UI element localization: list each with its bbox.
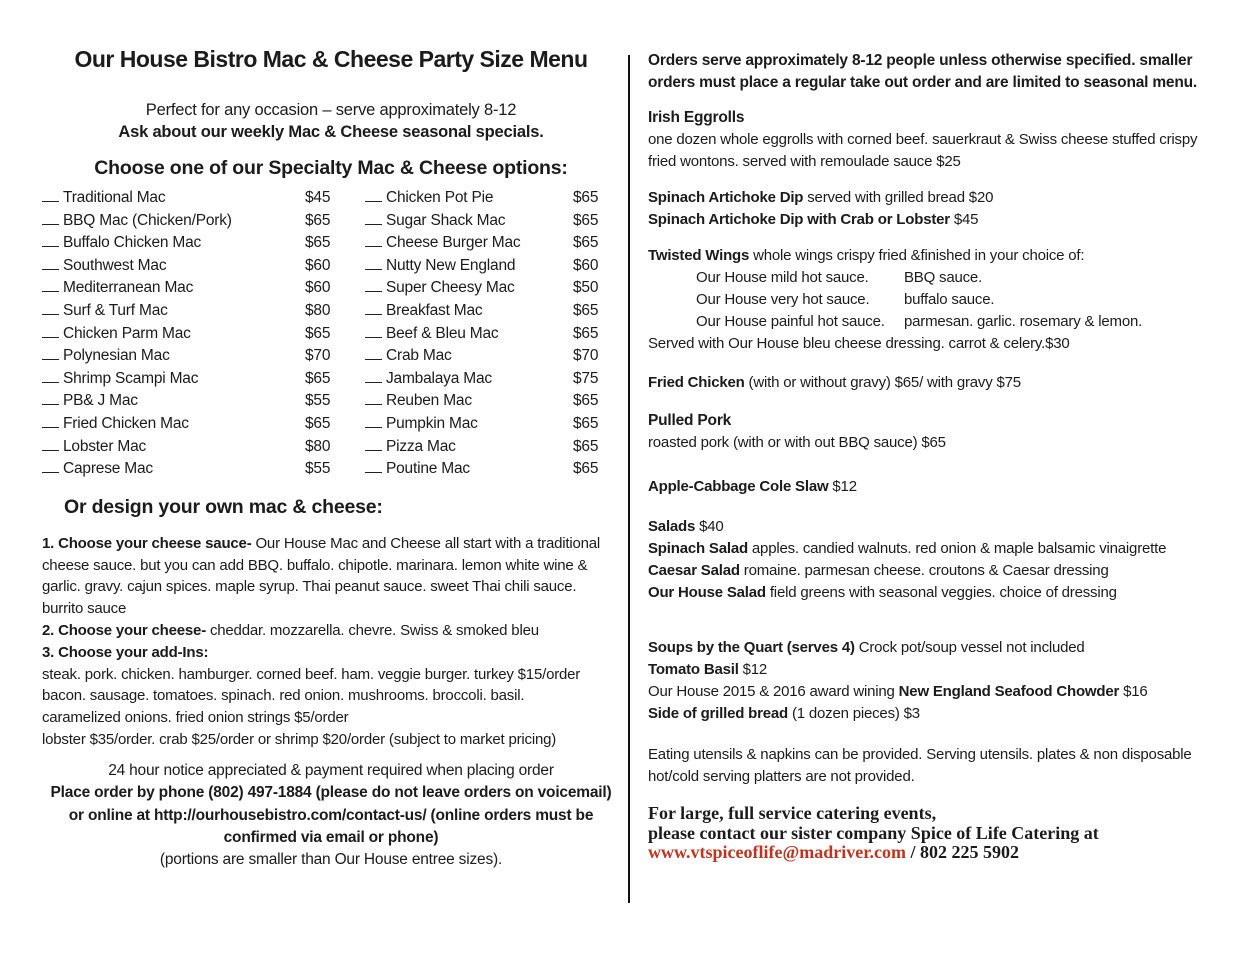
wings-sauce-row (696, 267, 1226, 289)
write-in-blank (42, 279, 59, 292)
wings-sauce-row (696, 289, 1226, 311)
mac-item-name: Pumpkin Mac (386, 414, 478, 432)
mac-item-row (365, 279, 615, 302)
mac-item-price: $70 (305, 347, 331, 365)
mac-item-row (365, 189, 615, 212)
mac-item-name: Pizza Mac (386, 437, 456, 455)
mac-item-price: $65 (573, 234, 599, 252)
twisted-wings-name: Twisted Wings (648, 247, 750, 264)
soup-tomato-basil (648, 659, 1226, 681)
mac-item-row (42, 370, 347, 393)
write-in-blank (42, 415, 59, 428)
right-column (648, 50, 1226, 863)
subtitle-occasion: Perfect for any occasion – serve approximately 8-12 (145, 101, 517, 119)
mac-item-name: Chicken Parm Mac (63, 324, 191, 342)
soup-price: $12 (738, 661, 768, 678)
wings-sauce-option: Our House very hot sauce. (696, 291, 870, 308)
cole-slaw-price: $12 (828, 478, 857, 495)
write-in-blank (42, 438, 59, 451)
spinach-dip-crab-name: Spinach Artichoke Dip with Crab or Lobster (648, 211, 950, 228)
write-in-blank (42, 257, 59, 270)
section-spinach-dip (648, 187, 1226, 231)
mac-item-name: Shrimp Scampi Mac (63, 369, 199, 387)
mac-item-price: $65 (573, 460, 599, 478)
mac-item-price: $65 (305, 211, 331, 229)
section-soups (648, 637, 1226, 725)
addins-line-veggies: bacon. sausage. tomatoes. spinach. red onion. mushrooms. broccoli. basil. (42, 687, 525, 705)
mac-item-row (365, 302, 615, 325)
mac-item-price: $60 (305, 279, 331, 297)
write-in-blank (365, 438, 382, 451)
footer-notice: 24 hour notice appreciated & payment required when placing order (108, 761, 554, 779)
mac-item-row (42, 460, 347, 483)
mac-item-name: Lobster Mac (63, 437, 147, 455)
soup-price: $16 (1119, 683, 1148, 700)
mac-item-name: Chicken Pot Pie (386, 189, 494, 206)
mac-item-name: Buffalo Chicken Mac (63, 234, 202, 252)
mac-item-row (365, 392, 615, 415)
write-in-blank (42, 302, 59, 315)
design-your-own-heading: Or design your own mac & cheese: (64, 495, 383, 518)
mac-item-name: PB& J Mac (63, 392, 138, 410)
mac-item-price: $65 (573, 324, 599, 342)
section-irish-eggrolls (648, 107, 1226, 173)
mac-item-name: Reuben Mac (386, 392, 472, 410)
salad-item-spinach (648, 538, 1226, 560)
design-your-own-body (42, 533, 620, 751)
twisted-wings-detail: whole wings crispy fried &finished in your choice of: (749, 247, 1085, 264)
mac-item-price: $65 (305, 369, 331, 387)
write-in-blank (365, 392, 382, 405)
wings-sauce-option: BBQ sauce. (904, 269, 983, 286)
mac-item-name: Surf & Turf Mac (63, 301, 168, 319)
salad-item-caesar (648, 560, 1226, 582)
side-detail: (1 dozen pieces) $3 (788, 705, 920, 722)
mac-item-row (42, 392, 347, 415)
salads-heading (648, 516, 1226, 538)
spinach-dip-detail: served with grilled bread $20 (803, 189, 994, 206)
design-step-1-text: Our House Mac and Cheese all start with a traditional cheese sauce. but you can add BBQ. buffalo. chipotle. marinara. lemon white wine & garlic. gravy. cajun spices. maple syrup. Thai peanut sauce. sweet Thai chili sauce. burrito sauce (42, 534, 601, 618)
mac-item-row (365, 212, 615, 235)
mac-item-price: $75 (573, 369, 599, 387)
mac-item-name: Poutine Mac (386, 460, 470, 478)
section-cole-slaw (648, 476, 1226, 498)
mac-item-row (42, 279, 347, 302)
fried-chicken-line (648, 372, 1226, 394)
salad-detail: romaine. parmesan cheese. croutons & Caesar dressing (739, 562, 1109, 579)
mac-item-name: Traditional Mac (63, 189, 166, 206)
spinach-dip-crab-price: $45 (949, 211, 979, 228)
salad-detail: apples. candied walnuts. red onion & maple balsamic vinaigrette (747, 540, 1167, 557)
catering-contact-block (648, 804, 1226, 863)
soup-chowder-prefix: Our House 2015 & 2016 award wining (648, 683, 899, 700)
irish-eggrolls-title: Irish Eggrolls (648, 109, 745, 126)
wings-sauce-option: parmesan. garlic. rosemary & lemon. (904, 313, 1143, 330)
irish-eggrolls-desc: one dozen whole eggrolls with corned beef. sauerkraut & Swiss cheese stuffed crispy fried wontons. served with remoulade sauce $25 (648, 131, 1198, 170)
mac-item-price: $65 (573, 392, 599, 410)
mac-item-row (365, 234, 615, 257)
wings-sauce-option: Our House mild hot sauce. (696, 269, 869, 286)
pulled-pork-title: Pulled Pork (648, 412, 732, 429)
mac-item-price: $65 (573, 437, 599, 455)
mac-item-name: Mediterranean Mac (63, 279, 194, 297)
addins-line-onions: caramelized onions. fried onion strings $5/order (42, 709, 349, 727)
side-grilled-bread (648, 703, 1226, 725)
catering-email-link[interactable]: www.vtspiceoflife@madriver.com (648, 842, 907, 862)
write-in-blank (42, 460, 59, 473)
mac-item-price: $55 (305, 392, 331, 410)
specialty-list-heading: Choose one of our Specialty Mac & Cheese options: (94, 157, 568, 179)
mac-item-name: Nutty New England (386, 256, 516, 274)
mac-item-row (42, 234, 347, 257)
mac-item-price: $55 (305, 460, 331, 478)
mac-item-name: Super Cheesy Mac (386, 279, 515, 297)
write-in-blank (42, 347, 59, 360)
mac-list-column-1 (42, 189, 347, 483)
salad-name: Our House Salad (648, 584, 766, 601)
wings-served-with: Served with Our House bleu cheese dressing. carrot & celery.$30 (648, 335, 1070, 352)
write-in-blank (365, 370, 382, 383)
fried-chicken-name: Fried Chicken (648, 374, 745, 391)
mac-item-price: $80 (305, 437, 331, 455)
write-in-blank (42, 234, 59, 247)
utensils-note: Eating utensils & napkins can be provided. Serving utensils. plates & non disposable hot/cold serving platters are not provided. (648, 746, 1192, 785)
mac-item-price: $65 (573, 301, 599, 319)
mac-item-price: $65 (305, 324, 331, 342)
write-in-blank (365, 325, 382, 338)
write-in-blank (42, 392, 59, 405)
mac-item-row (42, 438, 347, 461)
footer-phone-order: Place order by phone (802) 497-1884 (please do not leave orders on voicemail) (50, 784, 612, 802)
mac-item-row (42, 189, 347, 212)
mac-item-name: Crab Mac (386, 347, 452, 365)
wings-sauce-row (696, 311, 1226, 333)
side-name: Side of grilled bread (648, 705, 788, 722)
mac-item-row (365, 438, 615, 461)
mac-item-name: Fried Chicken Mac (63, 414, 189, 432)
write-in-blank (365, 257, 382, 270)
soup-name: Tomato Basil (648, 661, 739, 678)
mac-list-column-2 (365, 189, 615, 483)
write-in-blank (42, 189, 59, 202)
mac-item-price: $80 (305, 301, 331, 319)
write-in-blank (365, 189, 382, 202)
soups-title: Soups by the Quart (serves 4) (648, 639, 855, 656)
catering-line-3 (648, 843, 1226, 863)
design-step-2-label: 2. Choose your cheese- (42, 621, 206, 639)
wings-sauce-option: Our House painful hot sauce. (696, 313, 885, 330)
design-step-1 (42, 533, 620, 620)
mac-item-price: $45 (305, 189, 331, 206)
section-pulled-pork (648, 410, 1226, 454)
mac-item-price: $50 (573, 279, 599, 297)
wings-sauce-table (696, 267, 1226, 333)
mac-item-price: $65 (305, 234, 331, 252)
pulled-pork-desc: roasted pork (with or with out BBQ sauce) $65 (648, 434, 946, 451)
mac-item-row (365, 370, 615, 393)
design-step-2-text: cheddar. mozzarella. chevre. Swiss & smoked bleu (206, 621, 539, 639)
mac-item-row (42, 302, 347, 325)
design-step-3-label: 3. Choose your add-Ins: (42, 643, 209, 661)
addins-line-seafood: lobster $35/order. crab $25/order or shrimp $20/order (subject to market pricing) (42, 730, 557, 748)
mac-item-name: BBQ Mac (Chicken/Pork) (63, 211, 232, 229)
salad-detail: field greens with seasonal veggies. choice of dressing (765, 584, 1117, 601)
footer-online-order-link: or online at http://ourhousebistro.com/contact-us/ (online orders must be confirmed via email or phone) (68, 806, 594, 846)
soups-note: Crock pot/soup vessel not included (854, 639, 1085, 656)
mac-item-price: $65 (305, 414, 331, 432)
subtitle-specials: Ask about our weekly Mac & Cheese seasonal specials. (118, 123, 544, 141)
mac-item-price: $60 (305, 256, 331, 274)
ordering-info-footer (42, 760, 620, 872)
mac-item-price: $65 (573, 414, 599, 432)
soups-heading (648, 637, 1226, 659)
section-fried-chicken (648, 372, 1226, 394)
mac-item-name: Sugar Shack Mac (386, 211, 506, 229)
write-in-blank (365, 415, 382, 428)
design-step-3 (42, 642, 620, 664)
mac-item-row (42, 212, 347, 235)
write-in-blank (365, 347, 382, 360)
spinach-dip-name: Spinach Artichoke Dip (648, 189, 804, 206)
section-twisted-wings (648, 245, 1226, 355)
salad-item-house (648, 582, 1226, 604)
soup-name: New England Seafood Chowder (898, 683, 1120, 700)
mac-item-price: $60 (573, 256, 599, 274)
spinach-dip-line (648, 187, 1226, 209)
mac-item-name: Breakfast Mac (386, 301, 483, 319)
mac-item-row (365, 347, 615, 370)
mac-item-name: Cheese Burger Mac (386, 234, 521, 252)
left-column (42, 40, 620, 872)
soup-chowder (648, 681, 1226, 703)
write-in-blank (365, 212, 382, 225)
salad-name: Caesar Salad (648, 562, 740, 579)
fried-chicken-detail: (with or without gravy) $65/ with gravy $75 (744, 374, 1021, 391)
write-in-blank (365, 460, 382, 473)
page-title: Our House Bistro Mac & Cheese Party Size Menu (74, 46, 588, 72)
cole-slaw-name: Apple-Cabbage Cole Slaw (648, 478, 829, 495)
mac-item-row (42, 325, 347, 348)
mac-item-row (42, 415, 347, 438)
mac-item-price: $65 (573, 211, 599, 229)
twisted-wings-line (648, 245, 1226, 267)
mac-item-row (365, 325, 615, 348)
wings-sauce-option: buffalo sauce. (904, 291, 995, 308)
mac-item-name: Polynesian Mac (63, 347, 170, 365)
spinach-dip-crab-line (648, 209, 1226, 231)
mac-item-row (365, 460, 615, 483)
column-divider-line (628, 55, 630, 903)
catering-phone: / 802 225 5902 (906, 842, 1020, 862)
write-in-blank (42, 325, 59, 338)
write-in-blank (365, 302, 382, 315)
mac-item-row (365, 415, 615, 438)
orders-intro-note: Orders serve approximately 8-12 people unless otherwise specified. smaller orders must place a regular take out order and are limited to seasonal menu. (648, 52, 1197, 91)
mac-item-name: Jambalaya Mac (386, 369, 492, 387)
cole-slaw-line (648, 476, 1226, 498)
catering-line-1: For large, full service catering events, (648, 803, 937, 823)
mac-item-name: Caprese Mac (63, 460, 153, 478)
write-in-blank (42, 370, 59, 383)
mac-item-name: Southwest Mac (63, 256, 167, 274)
salads-title: Salads (648, 518, 696, 535)
footer-portions-note: (portions are smaller than Our House entree sizes). (159, 851, 503, 869)
design-step-2 (42, 620, 620, 642)
salads-price: $40 (695, 518, 724, 535)
mac-item-price: $65 (573, 189, 599, 206)
mac-item-row (42, 257, 347, 280)
catering-line-2: please contact our sister company Spice of Life Catering at (648, 822, 1099, 843)
mac-item-row (365, 257, 615, 280)
mac-item-price: $70 (573, 347, 599, 365)
addins-line-meats: steak. pork. chicken. hamburger. corned beef. ham. veggie burger. turkey $15/order (42, 665, 581, 683)
section-salads (648, 516, 1226, 604)
specialty-mac-list (42, 189, 620, 483)
mac-item-name: Beef & Bleu Mac (386, 324, 499, 342)
mac-item-row (42, 347, 347, 370)
salad-name: Spinach Salad (648, 540, 748, 557)
write-in-blank (42, 212, 59, 225)
design-step-1-label: 1. Choose your cheese sauce- (42, 534, 252, 552)
write-in-blank (365, 234, 382, 247)
write-in-blank (365, 279, 382, 292)
